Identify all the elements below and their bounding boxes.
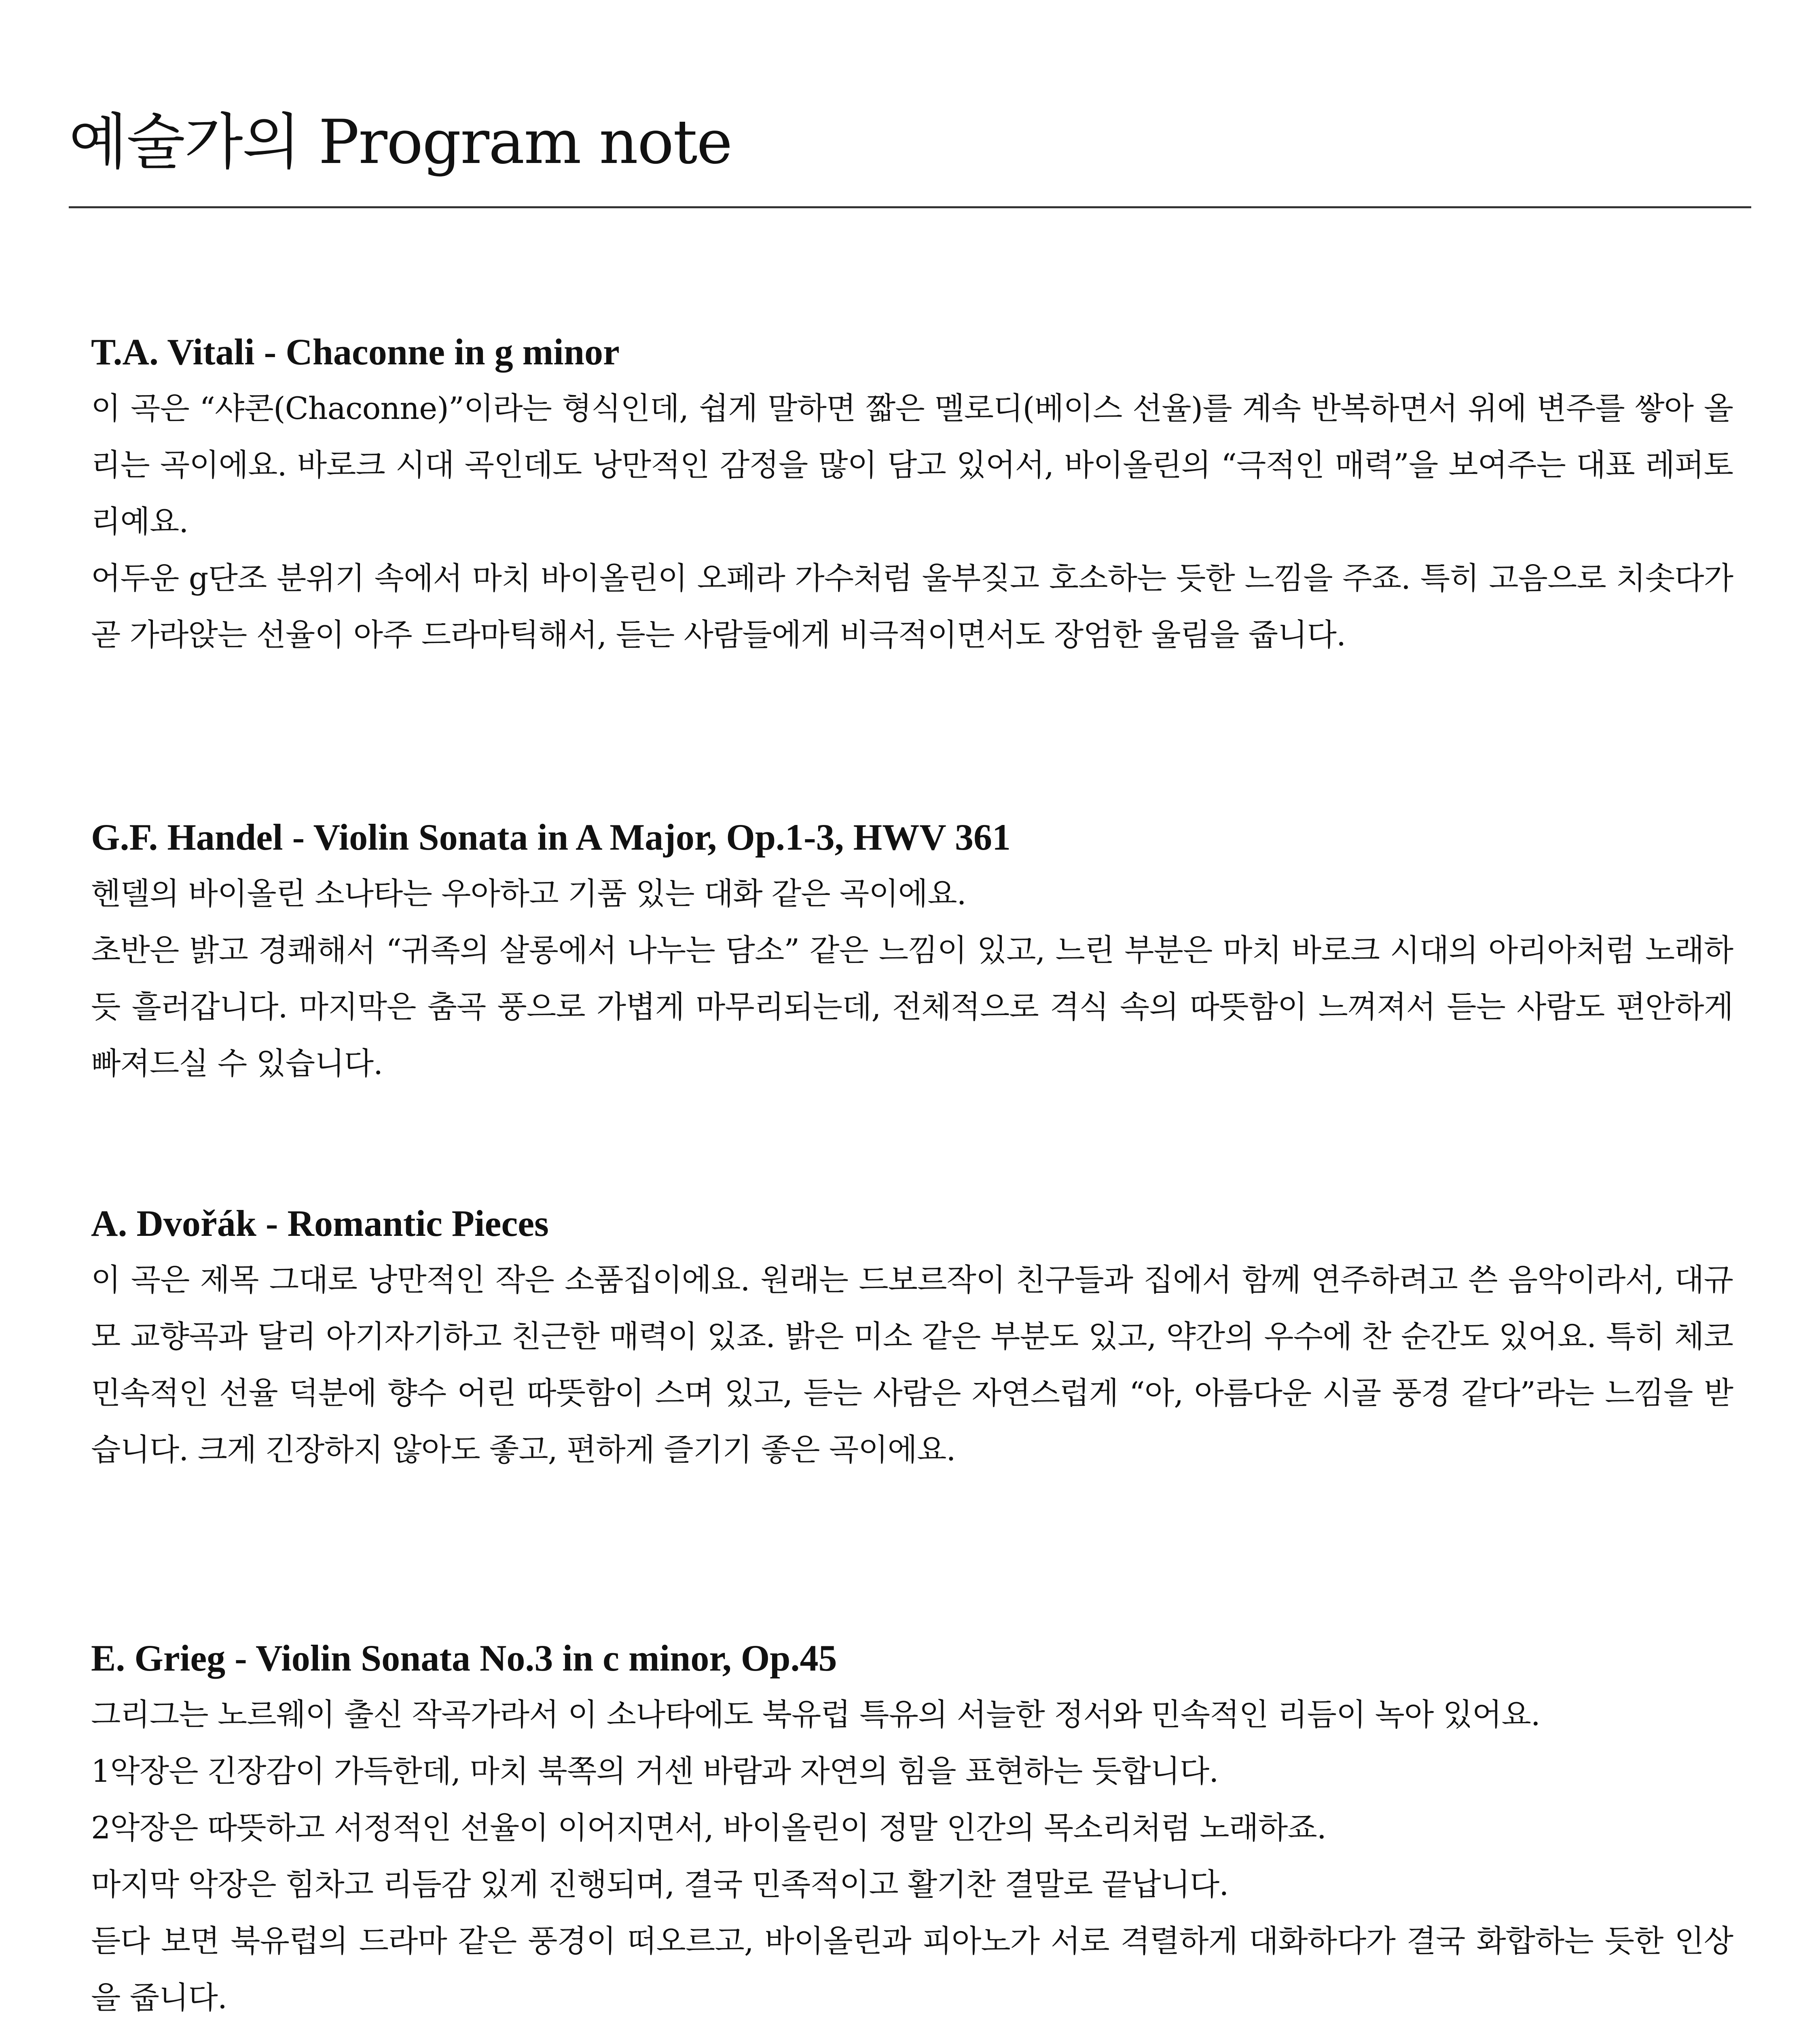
note-paragraph: 초반은 밝고 경쾌해서 “귀족의 살롱에서 나누는 담소” 같은 느낌이 있고, 느린 부분은 마치 바로크 시대의 아리아처럼 노래하듯 흘러갑니다. 마지막은 춤곡 풍으로 가볍게 마무리되는데, 전체적으로 격식 속의 따뜻함이 느껴져서 듣는 사람도 편안하게 빠져드실 수 있습니다. [91,932,1733,1081]
page-header [69,109,1751,176]
piece-heading: G.F. Handel - Violin Sonata in A Major, Op.1-3, HWV 361 [91,816,1011,858]
note-paragraph: 헨델의 바이올린 소나타는 우아하고 기품 있는 대화 같은 곡이에요. [91,876,966,912]
program-note-grieg [91,1630,1733,2022]
piece-heading: E. Grieg - Violin Sonata No.3 in c minor, Op.45 [91,1637,837,1679]
program-note-handel [91,809,1733,1092]
note-paragraph: 2악장은 따뜻하고 서정적인 선율이 이어지면서, 바이올린이 정말 인간의 목소리처럼 노래하죠. [91,1810,1326,1846]
program-note-dvorak [91,1195,1733,1478]
note-paragraph: 이 곡은 “샤콘(Chaconne)”이라는 형식인데, 쉽게 말하면 짧은 멜로디(베이스 선율)를 계속 반복하면서 위에 변주를 쌓아 올리는 곡이에요. 바로크 시대 곡인데도 낭만적인 감정을 많이 담고 있어서, 바이올린의 “극적인 매력”을 보여주는 대표 레퍼토리예요. [91,390,1733,539]
title-divider [69,206,1751,208]
note-paragraph: 마지막 악장은 힘차고 리듬감 있게 진행되며, 결국 민족적이고 활기찬 결말로 끝납니다. [91,1866,1229,1902]
note-paragraph: 이 곡은 제목 그대로 낭만적인 작은 소품집이에요. 원래는 드보르작이 친구들과 집에서 함께 연주하려고 쓴 음악이라서, 대규모 교향곡과 달리 아기자기하고 친근한 매력이 있죠. 밝은 미소 같은 부분도 있고, 약간의 우수에 찬 순간도 있어요. 특히 체코 민속적인 선율 덕분에 향수 어린 따뜻함이 스며 있고, 듣는 사람은 자연스럽게 “아, 아름다운 시골 풍경 같다”라는 느낌을 받습니다. 크게 긴장하지 않아도 좋고, 편하게 즐기기 좋은 곡이에요. [91,1262,1733,1468]
note-paragraph: 1악장은 긴장감이 가득한데, 마치 북쪽의 거센 바람과 자연의 힘을 표현하는 듯합니다. [91,1753,1219,1789]
note-paragraph: 어두운 g단조 분위기 속에서 마치 바이올린이 오페라 가수처럼 울부짖고 호소하는 듯한 느낌을 주죠. 특히 고음으로 치솟다가 곧 가라앉는 선율이 아주 드라마틱해서, 듣는 사람들에게 비극적이면서도 장엄한 울림을 줍니다. [91,560,1733,653]
program-note-vitali [91,324,1733,663]
piece-heading: T.A. Vitali - Chaconne in g minor [91,331,620,372]
note-paragraph: 듣다 보면 북유럽의 드라마 같은 풍경이 떠오르고, 바이올린과 피아노가 서로 격렬하게 대화하다가 결국 화합하는 듯한 인상을 줍니다. [91,1923,1733,2016]
piece-heading: A. Dvořák - Romantic Pieces [91,1203,549,1244]
page-title: 예술가의 Program note [69,107,732,178]
note-paragraph: 그리그는 노르웨이 출신 작곡가라서 이 소나타에도 북유럽 특유의 서늘한 정서와 민속적인 리듬이 녹아 있어요. [91,1696,1540,1732]
